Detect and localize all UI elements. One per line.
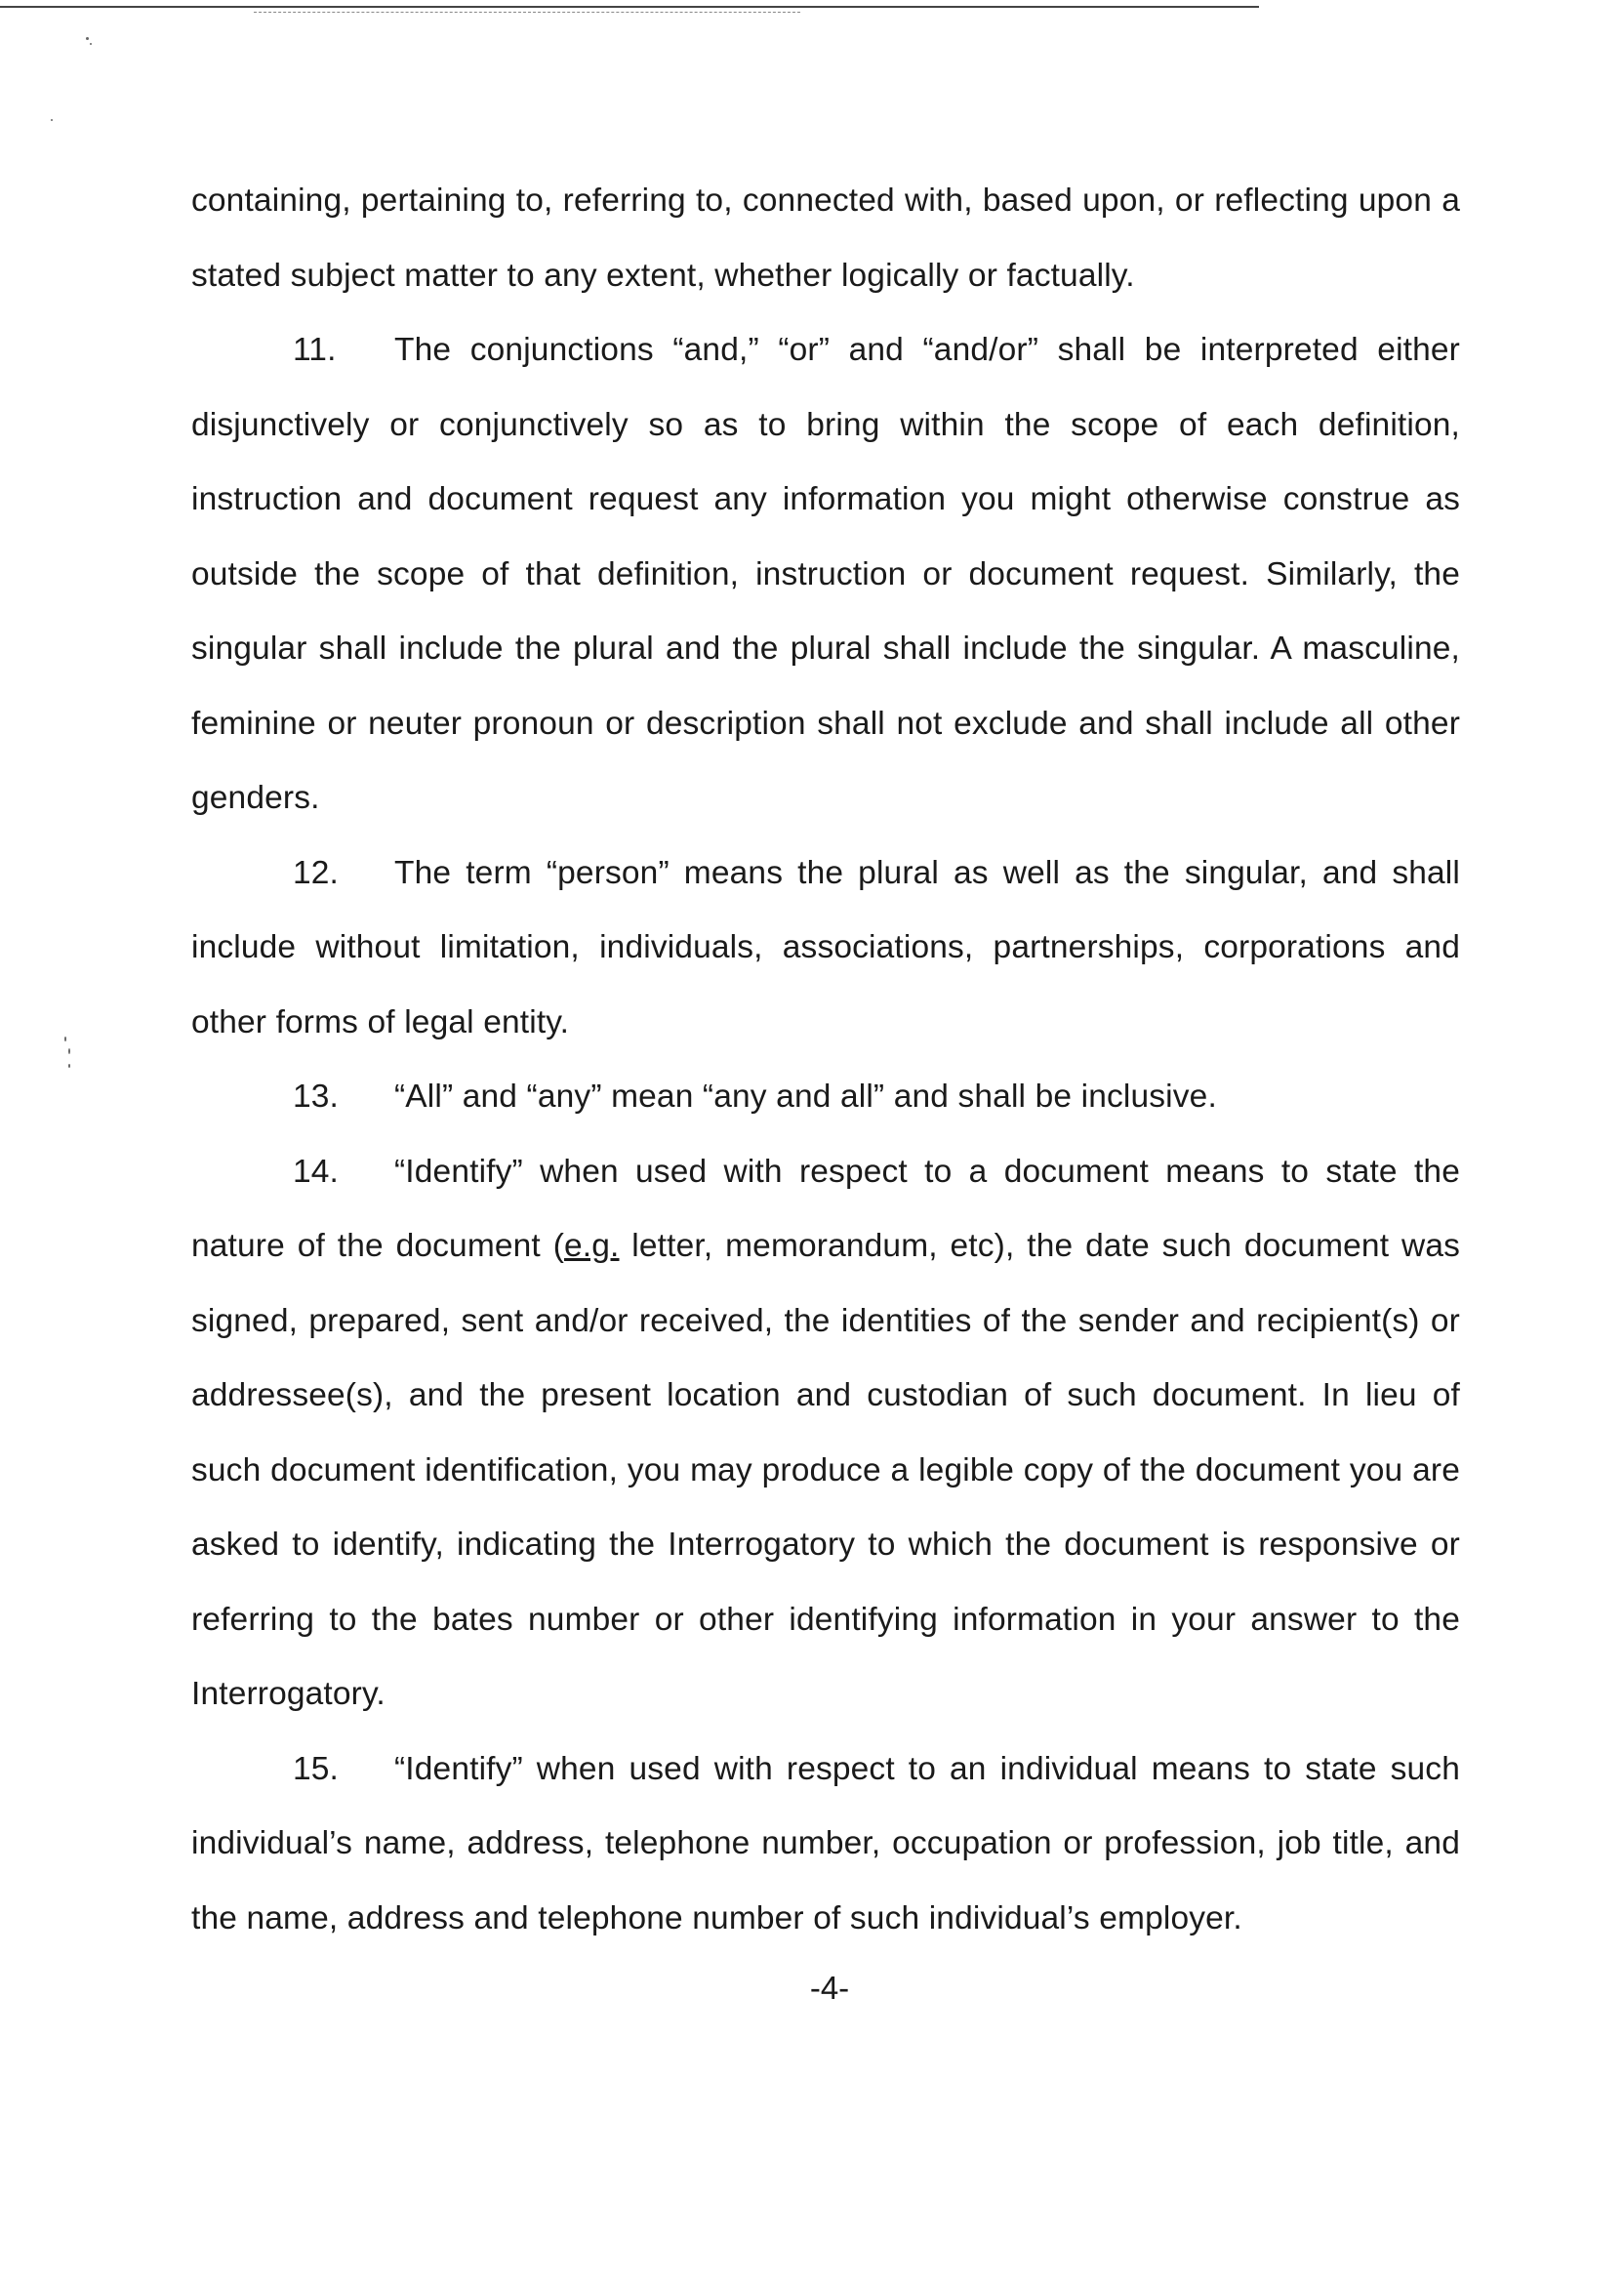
paragraph-number: 11. xyxy=(293,332,337,368)
page-number: -4- xyxy=(809,1970,850,2006)
paragraph-number: 12. xyxy=(293,854,340,891)
scan-speck xyxy=(90,43,92,45)
scan-edge-line-faint xyxy=(254,12,800,13)
paragraph-number: 15. xyxy=(293,1750,340,1787)
paragraph-continuation xyxy=(191,164,1460,313)
paragraph-text-after: letter, memorandum, etc), the date such document was signed, prepared, sent and/or received, the identities of the sender and recipient(s) or addressee(s), and the present location and custodian of such document. In lieu of such document identification, you may produce a legible copy of the document you are asked to identify, indicating the Interrogatory to which the document is responsive or referring to the bates number or other identifying information in your answer to the Interrogatory. xyxy=(191,1228,1460,1712)
scan-edge-line xyxy=(0,6,1259,8)
paragraph-14 xyxy=(191,1135,1460,1732)
scan-speck xyxy=(64,1037,66,1041)
paragraph-number: 14. xyxy=(293,1153,340,1190)
paragraph-text-before: “Identify” when used with respect to a document means to state the nature of the document ( xyxy=(191,1153,1460,1264)
underlined-abbreviation: e.g. xyxy=(564,1228,620,1264)
paragraph-text: The conjunctions “and,” “or” and “and/or” shall be interpreted either disjunctively or conjunctively so as to bring within the scope of each definition, instruction and document request any information you might otherwise construe as outside the scope of that definition, instruction or document request. Similarly, the singular shall include the plural and the plural shall include the singular. A masculine, feminine or neuter pronoun or description shall not exclude and shall include all other genders. xyxy=(191,332,1460,816)
document-body xyxy=(191,164,1460,1956)
paragraph-number: 13. xyxy=(293,1079,340,1115)
scan-speck xyxy=(86,37,89,40)
paragraph-13 xyxy=(191,1060,1460,1135)
paragraph-15 xyxy=(191,1732,1460,1957)
paragraph-12 xyxy=(191,836,1460,1061)
paragraph-text: “Identify” when used with respect to an individual means to state such individual’s name, address, telephone number, occupation or profession, job title, and the name, address and telephone number of such individual’s employer. xyxy=(191,1750,1460,1936)
paragraph-text: The term “person” means the plural as well as the singular, and shall include without limitation, individuals, associations, partnerships, corporations and other forms of legal entity. xyxy=(191,854,1460,1040)
paragraph-11 xyxy=(191,313,1460,836)
scan-speck xyxy=(68,1048,70,1054)
paragraph-text: containing, pertaining to, referring to, connected with, based upon, or reflecting upon a stated subject matter to any extent, whether logically or factually. xyxy=(191,183,1460,294)
paragraph-text: “All” and “any” mean “any and all” and shall be inclusive. xyxy=(394,1079,1217,1115)
scan-speck xyxy=(68,1064,70,1068)
scan-speck xyxy=(51,119,53,121)
